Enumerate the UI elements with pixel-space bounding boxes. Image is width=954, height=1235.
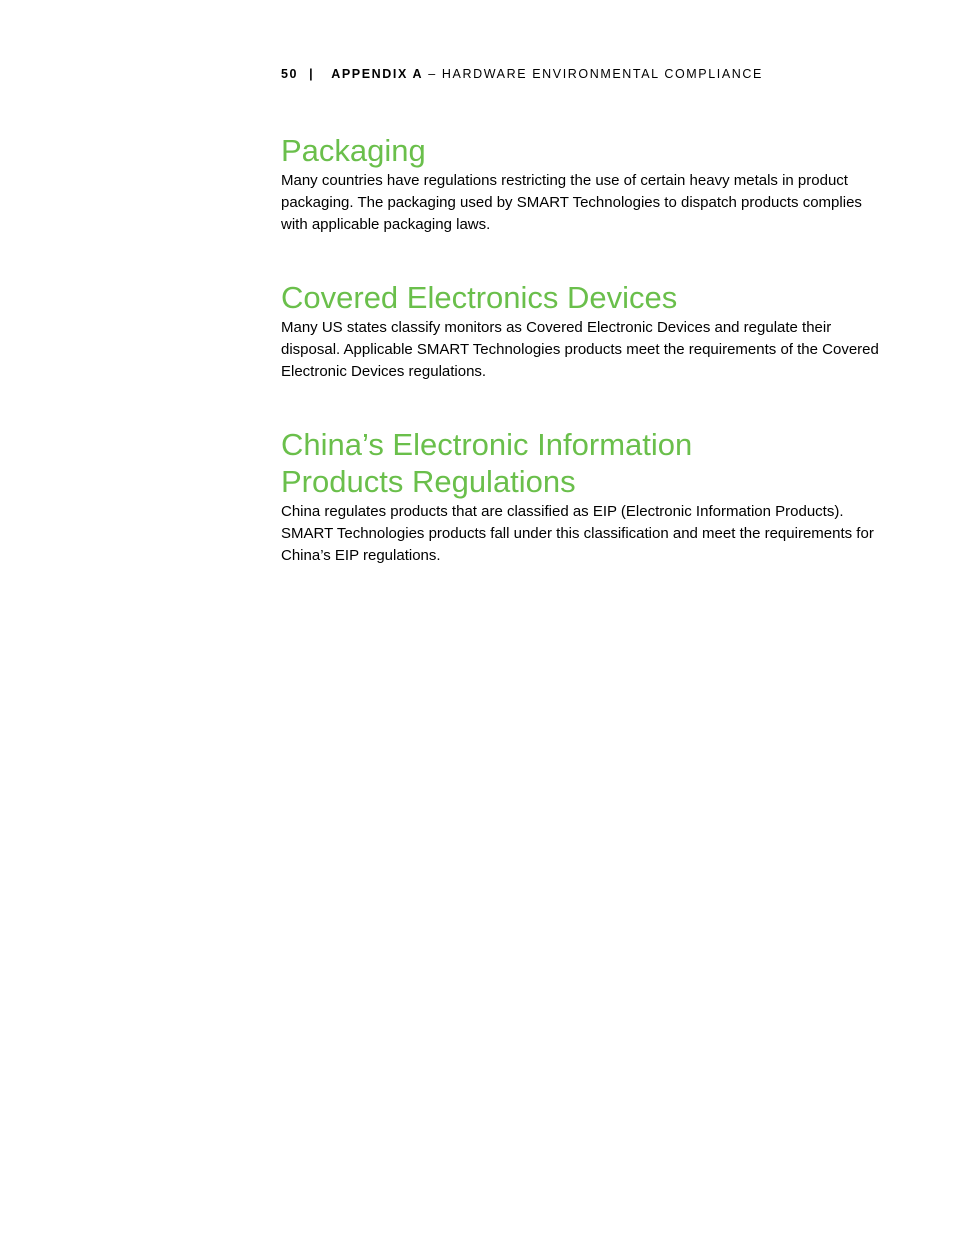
running-header: [281, 66, 763, 82]
section-body-china-eip: China regulates products that are classified as EIP (Electronic Information Products). SMART Technologies products fall under this classification and meet the requirements for China’s EIP regulations.: [281, 503, 874, 564]
header-separator: |: [309, 67, 315, 81]
section-heading-china-eip: [281, 426, 881, 500]
page-number: 50: [281, 67, 299, 81]
section-heading-packaging: Packaging: [281, 133, 426, 168]
section-body-covered-electronics: Many US states classify monitors as Covered Electronic Devices and regulate their disposal. Applicable SMART Technologies products meet the requirements of the Covered Electronic Devices regulations.: [281, 319, 879, 380]
section-china-eip: [281, 426, 881, 567]
heading-line-2: Products Regulations: [281, 464, 576, 499]
page-content: [281, 132, 881, 567]
appendix-title: – HARDWARE ENVIRONMENTAL COMPLIANCE: [428, 67, 763, 81]
appendix-label: APPENDIX A: [331, 67, 424, 81]
section-body-packaging: Many countries have regulations restricting the use of certain heavy metals in product packaging. The packaging used by SMART Technologies to dispatch products complies with applicable packaging laws.: [281, 172, 862, 233]
section-packaging: [281, 132, 881, 236]
section-covered-electronics: [281, 279, 881, 383]
heading-line-1: China’s Electronic Information: [281, 427, 693, 462]
section-heading-covered-electronics: Covered Electronics Devices: [281, 280, 678, 315]
